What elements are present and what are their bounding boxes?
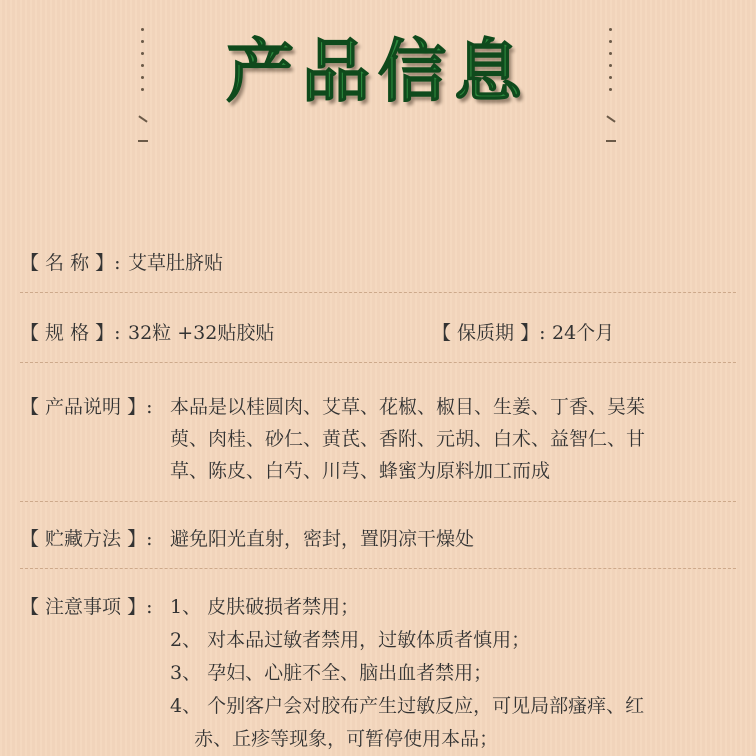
description-line: 本品是以桂圆肉、艾草、花椒、椒目、生姜、丁香、吴茱 — [170, 396, 646, 418]
divider — [20, 362, 736, 363]
divider — [20, 292, 736, 293]
field-shelf-life-label: 【 保质期 】: — [432, 322, 546, 344]
description-line: 萸、肉桂、砂仁、黄芪、香附、元胡、白术、益智仁、甘 — [170, 428, 646, 450]
field-shelf-life-value: 24个月 — [552, 322, 615, 344]
field-notes-label: 【 注意事项 】: — [20, 596, 153, 618]
field-name-value: 艾草肚脐贴 — [128, 252, 224, 274]
field-spec-label: 【 规 格 】: — [20, 322, 121, 344]
notes-item: 4、 个别客户会对胶布产生过敏反应，可见局部瘙痒、红 — [170, 695, 645, 717]
field-spec-value: 32粒 +32贴胶贴 — [128, 322, 275, 344]
field-description-label: 【 产品说明 】: — [20, 396, 153, 418]
divider — [20, 501, 736, 502]
notes-item: 赤、丘疹等现象，可暂停使用本品； — [170, 728, 499, 750]
notes-item: 2、 对本品过敏者禁用，过敏体质者慎用； — [170, 629, 531, 651]
field-name-label: 【 名 称 】: — [20, 252, 121, 274]
field-storage-value: 避免阳光直射，密封，置阴凉干燥处 — [170, 528, 475, 550]
notes-item: 1、 皮肤破损者禁用； — [170, 596, 360, 618]
notes-item: 3、 孕妇、心脏不全、脑出血者禁用； — [170, 662, 493, 684]
field-storage-label: 【 贮藏方法 】: — [20, 528, 153, 550]
page-title: 产品信息 — [225, 33, 530, 112]
divider — [20, 568, 736, 569]
description-line: 草、陈皮、白芍、川芎、蜂蜜为原料加工而成 — [170, 460, 551, 482]
